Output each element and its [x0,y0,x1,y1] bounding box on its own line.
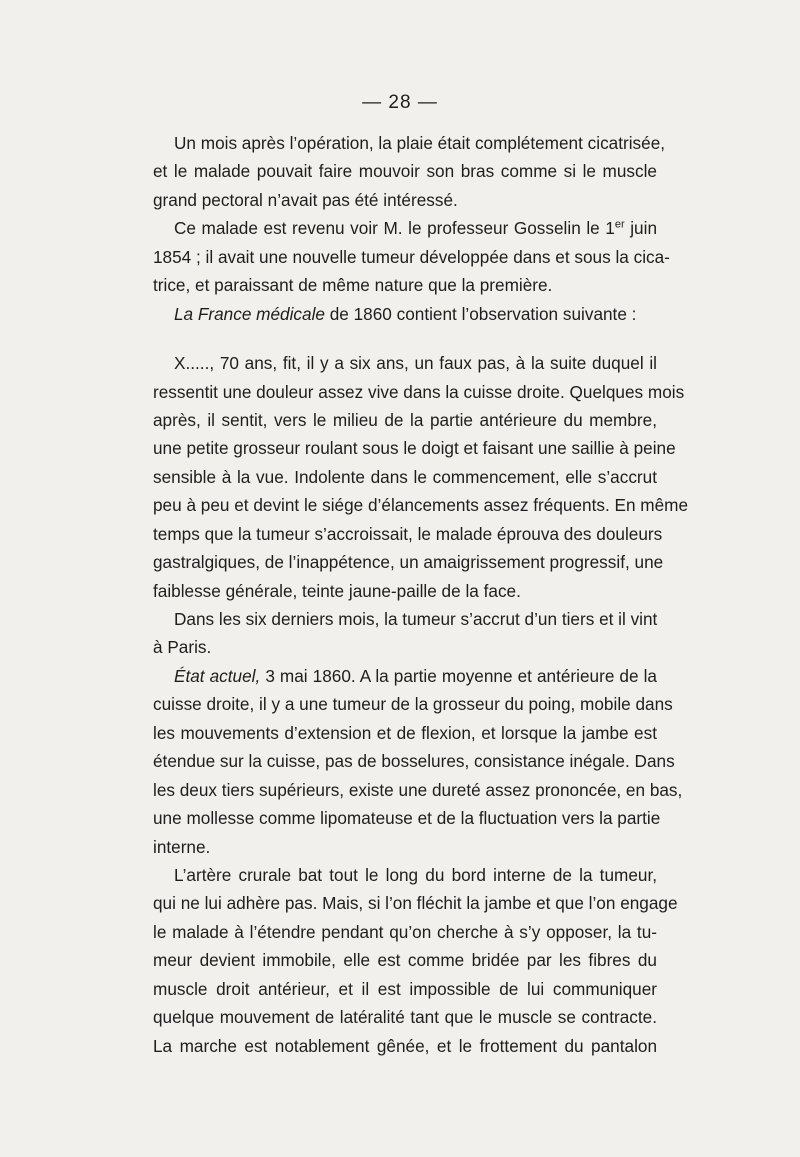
text-line: trice, et paraissant de même nature que la première. [153,275,553,296]
text-line [153,300,657,328]
text-line: meur devient immobile, elle est comme bridée par les fibres du [153,950,657,971]
text-line: La marche est notablement gênée, et le frottement du pantalon [153,1035,657,1056]
section-label: État actuel, [174,665,261,686]
text-line: sensible à la vue. Indolente dans le commencement, elle s’accrut [153,466,657,487]
text-line: X....., 70 ans, fit, il y a six ans, un faux pas, à la suite duquel il [174,353,657,374]
text-line: Dans les six derniers mois, la tumeur s’accrut d’un tiers et il vint [174,609,658,629]
page-number: — 28 — [362,92,438,113]
text-segment: de 1860 contient l’observation suivante : [324,303,637,324]
text-line: après, il sentit, vers le milieu de la partie antérieure du membre, [153,409,657,430]
text-line: muscle droit antérieur, et il est impossible de lui communiquer [153,978,657,999]
text-line: quelque mouvement de latéralité tant que le muscle se contracte. [153,1007,657,1028]
text-line: cuisse droite, il y a une tumeur de la grosseur du poing, mobile dans [153,694,673,715]
text-line: qui ne lui adhère pas. Mais, si l’on fléchit la jambe et que l’on engage [153,893,678,914]
text-line: grand pectoral n’avait pas été intéressé. [153,189,458,210]
body-text [153,129,689,1060]
text-line: ressentit une douleur assez vive dans la cuisse droite. Quelques mois [153,381,685,402]
text-line [153,662,657,690]
text-segment: Ce malade est revenu voir M. le professeur Gosselin le 1 [174,218,615,239]
text-line: peu à peu et devint le siége d’élancements assez fréquents. En même [153,495,689,516]
text-line: et le malade pouvait faire mouvoir son bras comme si le muscle [153,161,657,182]
text-line: faiblesse générale, teinte jaune-paille de la face. [153,580,521,601]
text-line: le malade à l’étendre pendant qu’on cherche à s’y opposer, la tu- [153,921,657,942]
text-line: étendue sur la cuisse, pas de bosselures, consistance inégale. Dans [153,751,675,772]
text-line: 1854 ; il avait une nouvelle tumeur développée dans et sous la cica- [153,246,670,267]
text-line: une mollesse comme lipomateuse et de la fluctuation vers la partie [153,808,661,829]
text-line: gastralgiques, de l’inappétence, un amaigrissement progressif, une [153,552,664,573]
text-line: temps que la tumeur s’accroissait, le malade éprouva des douleurs [153,523,663,544]
text-line: à Paris. [153,637,212,658]
text-line: les mouvements d’extension et de flexion, et lorsque la jambe est [153,722,657,743]
text-line [153,214,657,242]
superscript: er [614,218,625,231]
text-line: une petite grosseur roulant sous le doigt et faisant une saillie à peine [153,438,676,459]
paragraph-gap [153,328,657,349]
text-segment: 3 mai 1860. A la partie moyenne et antérieure de la [260,665,657,686]
text-segment: juin [624,218,657,239]
text-line: interne. [153,836,211,857]
text-line: L’artère crurale bat tout le long du bord interne de la tumeur, [174,864,657,885]
text-line: les deux tiers supérieurs, existe une dureté assez prononcée, en bas, [153,779,683,800]
journal-title: La France médicale [174,303,325,324]
text-line: Un mois après l’opération, la plaie était complétement cicatrisée, [174,133,666,153]
